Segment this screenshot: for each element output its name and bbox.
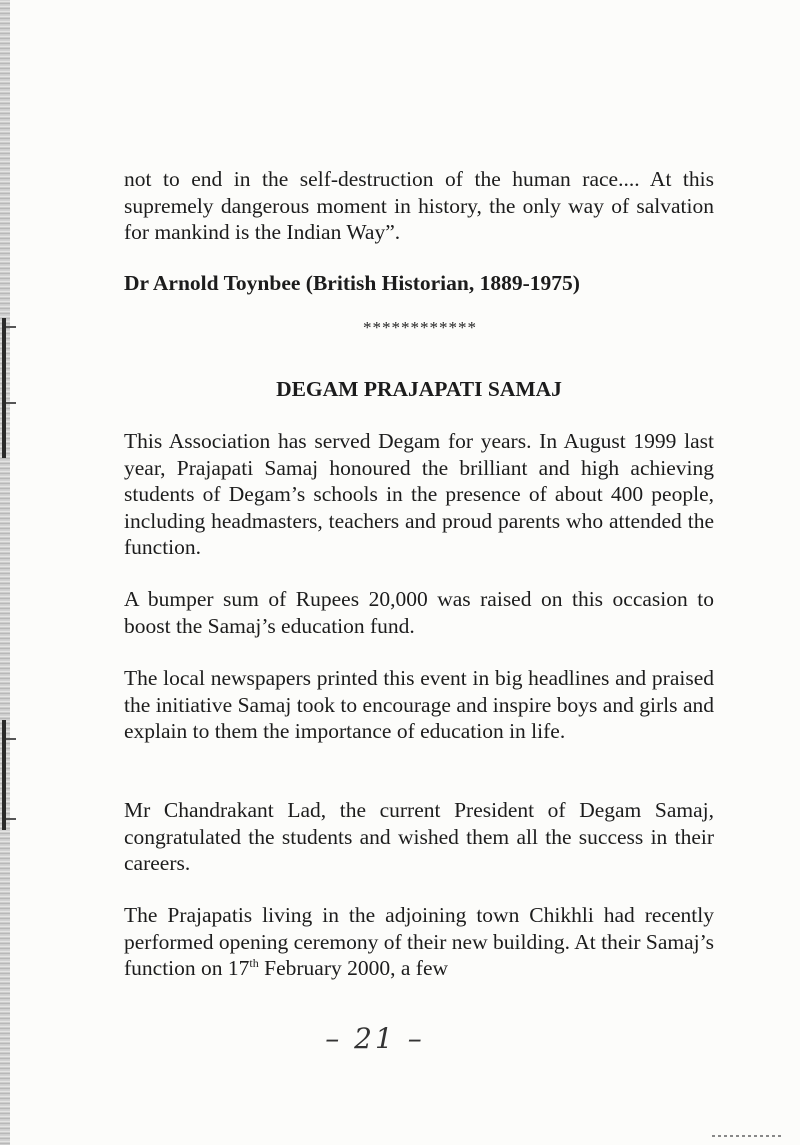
- binding-edge: [0, 0, 10, 1145]
- quote-author: Dr Arnold Toynbee (British Historian, 1889-1975): [124, 271, 580, 295]
- page-number: – 21 –: [325, 1022, 425, 1055]
- section-separator: ************: [363, 318, 477, 337]
- paragraph-chikhli-text: The Prajapatis living in the adjoining town Chikhli had recently performed opening ceremony of their new building. At their Samaj’s function on 17: [124, 903, 714, 980]
- quote-continuation-paragraph: not to end in the self-destruction of the human race.... At this supremely dangerous moment in history, the only way of salvation for mankind is the Indian Way”.: [124, 167, 714, 244]
- binding-mark: [6, 402, 16, 404]
- paragraph-chikhli: [124, 902, 714, 982]
- ordinal-suffix: th: [249, 955, 259, 970]
- binding-mark: [6, 738, 16, 740]
- scan-artifact: [712, 1135, 782, 1137]
- binding-mark: [6, 818, 16, 820]
- binding-shadow: [2, 720, 6, 830]
- binding-shadow: [2, 318, 6, 458]
- paragraph-chikhli-text-end: February 2000, a few: [258, 956, 449, 980]
- paragraph-association: This Association has served Degam for years. In August 1999 last year, Prajapati Samaj honoured the brilliant and high achieving students of Degam’s schools in the presence of about 400 people, including headmasters, teachers and proud parents who attended the function.: [124, 429, 714, 559]
- paragraph-newspapers: The local newspapers printed this event in big headlines and praised the initiative Samaj took to encourage and inspire boys and girls and explain to them the importance of education in life.: [124, 666, 714, 743]
- paragraph-president: Mr Chandrakant Lad, the current President of Degam Samaj, congratulated the students and wished them all the success in their careers.: [124, 798, 714, 875]
- paragraph-fund: A bumper sum of Rupees 20,000 was raised on this occasion to boost the Samaj’s education fund.: [124, 587, 714, 638]
- section-heading: DEGAM PRAJAPATI SAMAJ: [276, 377, 562, 401]
